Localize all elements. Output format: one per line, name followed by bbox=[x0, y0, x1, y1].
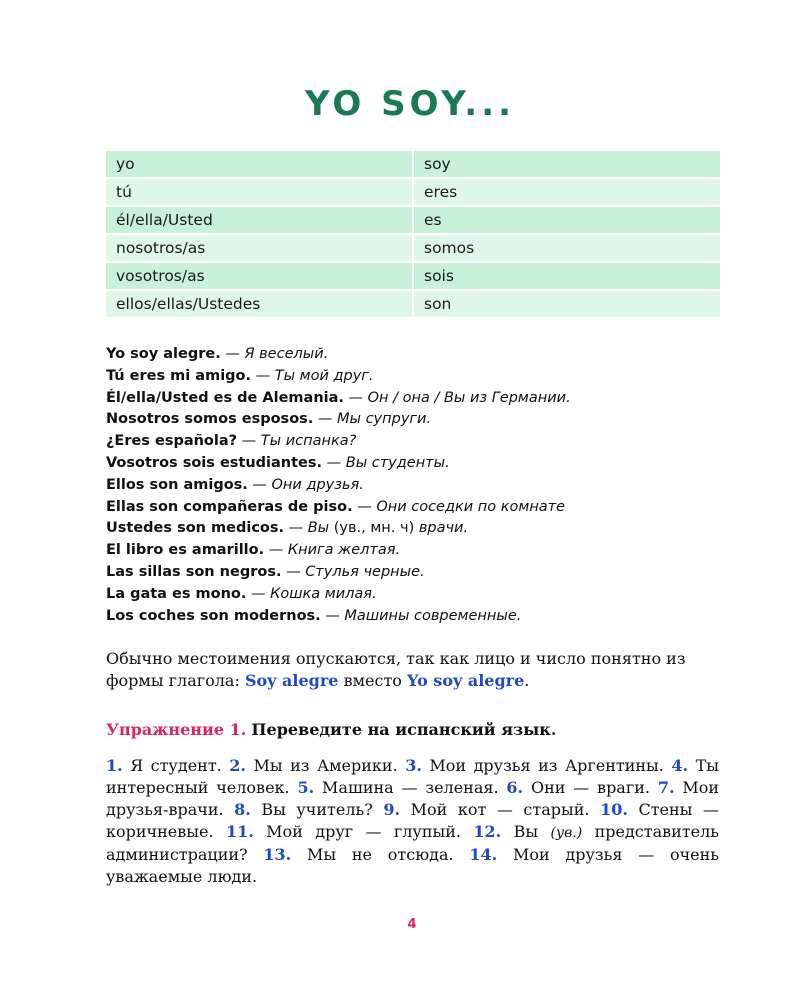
dash: — bbox=[288, 520, 304, 537]
item-number: 12. bbox=[473, 822, 502, 841]
spanish-sentence: Vosotros sois estudiantes. bbox=[106, 454, 323, 471]
item-text: Мои друзья-врачи. bbox=[106, 778, 720, 819]
russian-translation: Ты мой друг. bbox=[274, 367, 374, 384]
spanish-sentence: Tú eres mi amigo. bbox=[106, 367, 252, 384]
dash: — bbox=[286, 563, 301, 580]
example-line bbox=[106, 540, 746, 562]
example-line bbox=[106, 606, 746, 628]
dash: — bbox=[255, 367, 271, 384]
item-text: Вы учитель? bbox=[261, 800, 373, 819]
page-title: YO SOY... bbox=[304, 84, 516, 124]
note-text: . bbox=[524, 671, 530, 690]
example-line bbox=[106, 453, 746, 475]
item-number: 6. bbox=[506, 778, 524, 797]
table-row bbox=[106, 291, 720, 317]
example-line bbox=[106, 344, 746, 366]
example-line bbox=[106, 584, 746, 606]
exercise-body bbox=[106, 755, 719, 888]
grammar-note: (ув.) bbox=[550, 825, 583, 841]
pronoun-cell: vosotros/as bbox=[106, 263, 414, 289]
exercise-label: Упражнение 1. bbox=[106, 720, 247, 739]
spanish-sentence: Nosotros somos esposos. bbox=[106, 411, 314, 428]
dash: — bbox=[251, 585, 266, 602]
russian-translation: Ты испанка? bbox=[260, 433, 357, 450]
item-text: Они — враги. bbox=[530, 778, 650, 797]
example-line bbox=[106, 562, 746, 584]
verb-cell: sois bbox=[414, 263, 720, 289]
dash: — bbox=[357, 498, 372, 515]
item-text: Мы не отсюда. bbox=[307, 845, 454, 864]
dash: — bbox=[225, 346, 240, 362]
pronoun-cell: yo bbox=[106, 151, 414, 177]
item-number: 2. bbox=[229, 756, 246, 775]
item-text: Мои друзья — очень уважаемые люди. bbox=[106, 845, 720, 886]
item-text: Стены — коричневые. bbox=[106, 800, 719, 841]
grammar-note: (ув., мн. ч) bbox=[333, 520, 415, 537]
russian-translation: Я веселый. bbox=[244, 346, 329, 362]
russian-translation-end: врачи. bbox=[418, 520, 469, 537]
table-row bbox=[106, 151, 720, 177]
exercise-heading bbox=[106, 720, 726, 739]
dash: — bbox=[252, 476, 267, 493]
russian-translation: Он / она / Вы из Германии. bbox=[367, 389, 571, 406]
spanish-sentence: Ustedes son medicos. bbox=[106, 520, 285, 537]
dash: — bbox=[241, 433, 257, 450]
pronoun-cell: nosotros/as bbox=[106, 235, 414, 261]
verb-cell: soy bbox=[414, 151, 720, 177]
example-sentences bbox=[106, 344, 746, 627]
russian-translation: Они соседки по комнате bbox=[376, 498, 566, 515]
exercise-title: Переведите на испанский язык. bbox=[251, 720, 557, 739]
page-number: 4 bbox=[407, 917, 417, 932]
item-number: 3. bbox=[405, 756, 422, 775]
russian-translation: Мы супруги. bbox=[337, 411, 432, 428]
item-text: Вы bbox=[513, 822, 539, 841]
conjugation-table bbox=[106, 149, 720, 319]
dash: — bbox=[325, 607, 340, 624]
russian-translation: Вы студенты. bbox=[345, 454, 450, 471]
example-line bbox=[106, 497, 746, 519]
verb-cell: somos bbox=[414, 235, 720, 261]
note-text: вместо bbox=[343, 671, 402, 690]
item-number: 11. bbox=[225, 822, 254, 841]
table-row bbox=[106, 179, 720, 205]
spanish-sentence: La gata es mono. bbox=[106, 585, 247, 602]
spanish-sentence: Ellas son compañeras de piso. bbox=[106, 498, 353, 515]
item-number: 5. bbox=[297, 778, 315, 797]
item-number: 8. bbox=[234, 800, 251, 819]
pronoun-cell: tú bbox=[106, 179, 414, 205]
item-text: Мои друзья из Аргентины. bbox=[429, 756, 664, 775]
item-number: 7. bbox=[657, 778, 675, 797]
table-row bbox=[106, 263, 720, 289]
example-line bbox=[106, 366, 746, 388]
spanish-sentence: Ellos son amigos. bbox=[106, 476, 248, 493]
item-number: 10. bbox=[600, 800, 628, 819]
item-text: Мой кот — старый. bbox=[410, 800, 590, 819]
russian-translation: Машины современные. bbox=[344, 607, 522, 624]
item-text: Я студент. bbox=[130, 756, 222, 775]
item-text: Машина — зеленая. bbox=[322, 778, 499, 797]
table-row bbox=[106, 207, 720, 233]
item-number: 4. bbox=[671, 756, 689, 775]
spanish-sentence: Él/ella/Usted es de Alemania. bbox=[106, 389, 344, 406]
highlight-example: Yo soy alegre bbox=[407, 671, 525, 690]
item-text: Ты интересный человек. bbox=[106, 756, 719, 797]
item-number: 14. bbox=[469, 845, 498, 864]
item-text: Мой друг — глупый. bbox=[266, 822, 461, 841]
spanish-sentence: Las sillas son negros. bbox=[106, 563, 282, 580]
russian-translation: Стулья черные. bbox=[305, 563, 425, 580]
dash: — bbox=[326, 454, 342, 471]
spanish-sentence: ¿Eres española? bbox=[106, 433, 238, 450]
russian-translation: Вы bbox=[307, 520, 330, 537]
item-number: 9. bbox=[383, 800, 401, 819]
russian-translation: Кошка милая. bbox=[270, 585, 377, 602]
verb-cell: son bbox=[414, 291, 720, 317]
item-text-end: представитель администрации? bbox=[106, 822, 720, 864]
russian-translation: Книга желтая. bbox=[287, 542, 401, 559]
dash: — bbox=[317, 411, 333, 428]
spanish-sentence: Los coches son modernos. bbox=[106, 607, 321, 624]
spanish-sentence: El libro es amarillo. bbox=[106, 542, 265, 559]
spanish-sentence: Yo soy alegre. bbox=[106, 346, 221, 362]
russian-translation: Они друзья. bbox=[271, 476, 364, 493]
verb-cell: es bbox=[414, 207, 720, 233]
item-number: 13. bbox=[263, 845, 292, 864]
highlight-example: Soy alegre bbox=[244, 671, 339, 690]
table-row bbox=[106, 235, 720, 261]
dash: — bbox=[268, 542, 284, 559]
example-line bbox=[106, 409, 746, 431]
example-line bbox=[106, 431, 746, 453]
item-text: Мы из Америки. bbox=[253, 756, 398, 775]
verb-cell: eres bbox=[414, 179, 720, 205]
dash: — bbox=[348, 389, 364, 406]
item-number: 1. bbox=[106, 756, 123, 775]
pronoun-cell: ellos/ellas/Ustedes bbox=[106, 291, 414, 317]
example-line bbox=[106, 475, 746, 497]
pronoun-omission-note bbox=[106, 648, 726, 692]
example-line bbox=[106, 388, 746, 410]
pronoun-cell: él/ella/Usted bbox=[106, 207, 414, 233]
example-line bbox=[106, 518, 746, 540]
note-text: Обычно местоимения опускаются, так как лицо и число понятно из формы глагола: bbox=[106, 649, 686, 690]
